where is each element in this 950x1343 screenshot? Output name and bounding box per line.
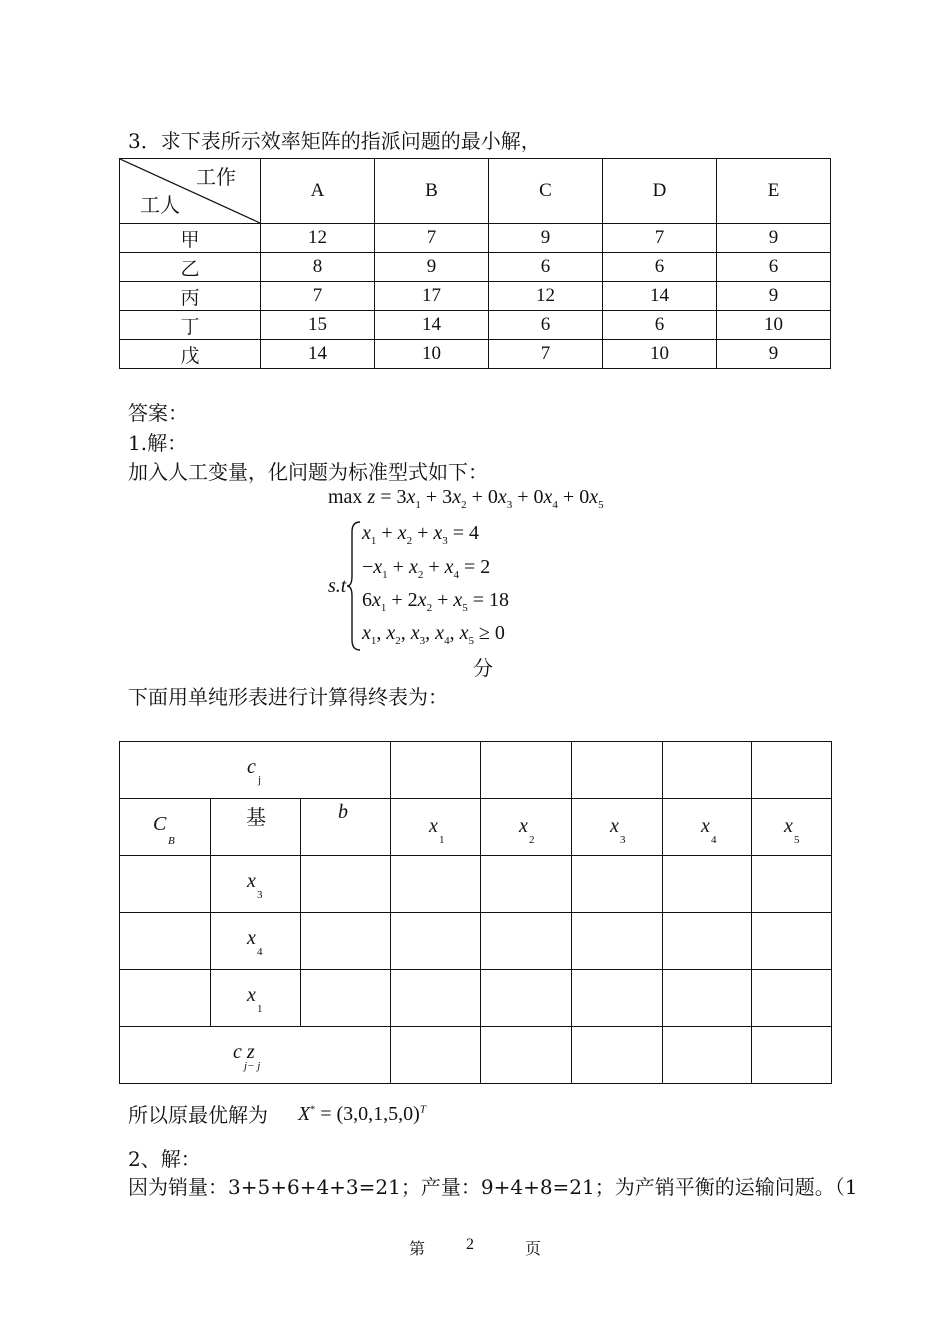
value-cell xyxy=(391,1027,481,1084)
value-cell: 6 xyxy=(489,311,603,340)
b-label: b xyxy=(338,801,348,823)
value-cell: 8 xyxy=(261,253,375,282)
part2-text: 因为销量：3+5+6+4+3=21；产量：9+4+8=21；为产销平衡的运输问题。（1 xyxy=(128,1175,858,1199)
value-cell: 6 xyxy=(717,253,831,282)
value-cell: 15 xyxy=(261,311,375,340)
cb-symbol: C xyxy=(153,813,167,835)
basis-header-cell xyxy=(211,799,301,856)
column-header: E xyxy=(717,159,831,224)
cj-value-cell xyxy=(752,742,832,799)
value-cell xyxy=(663,913,752,970)
cj-value-cell xyxy=(481,742,572,799)
var-subscript: 4 xyxy=(711,834,717,846)
table-row xyxy=(120,970,832,1027)
cj-value-cell xyxy=(663,742,752,799)
basis-var-symbol: x xyxy=(247,870,256,892)
b-cell xyxy=(301,856,391,913)
cb-cell xyxy=(120,970,211,1027)
part2-title: 2、解： xyxy=(128,1147,201,1171)
var-header-cell xyxy=(481,799,572,856)
basis-var-symbol: x xyxy=(247,984,256,1006)
optimal-formula: $X^* = (3,0,1,5,0)^T$ xyxy=(298,1103,426,1125)
part1-intro: 加入人工变量，化问题为标准型式如下： xyxy=(128,460,488,484)
basis-var-symbol: x xyxy=(247,927,256,949)
table-row xyxy=(120,282,831,311)
value-cell xyxy=(752,856,832,913)
table-row xyxy=(120,856,832,913)
footer-label-right: 页 xyxy=(525,1239,542,1258)
worker-cell: 丙 xyxy=(120,282,261,311)
value-cell xyxy=(481,856,572,913)
check-row-subscript: j− j xyxy=(244,1060,261,1072)
table-row xyxy=(120,253,831,282)
value-cell xyxy=(752,913,832,970)
efficiency-matrix-table xyxy=(119,158,831,369)
table-row xyxy=(120,311,831,340)
var-symbol: x xyxy=(784,815,793,837)
basis-var-subscript: 1 xyxy=(257,1003,263,1015)
basis-cell xyxy=(211,970,301,1027)
value-cell: 9 xyxy=(717,340,831,369)
var-subscript: 2 xyxy=(529,834,535,846)
var-header-cell xyxy=(663,799,752,856)
var-header-cell xyxy=(752,799,832,856)
constraint-4: $x_1$, $x_2$, $x_3$, $x_4$, $x_5 \ge 0$ xyxy=(362,622,505,647)
value-cell: 12 xyxy=(489,282,603,311)
value-cell xyxy=(752,970,832,1027)
fen-mark: 分 xyxy=(473,656,493,680)
value-cell: 6 xyxy=(603,253,717,282)
basis-label: 基 xyxy=(246,805,266,829)
value-cell: 14 xyxy=(603,282,717,311)
worker-cell: 戊 xyxy=(120,340,261,369)
cb-cell xyxy=(120,913,211,970)
constraint-brace xyxy=(346,520,362,652)
header-worker-label: 工人 xyxy=(140,193,180,217)
b-cell xyxy=(301,913,391,970)
constraint-2: $-x_1 + x_2 + x_4 = 2$ xyxy=(362,556,491,581)
check-row-label-cell xyxy=(120,1027,391,1084)
diagonal-header-cell xyxy=(120,159,261,224)
value-cell: 9 xyxy=(375,253,489,282)
cb-subscript: B xyxy=(168,835,175,847)
value-cell xyxy=(752,1027,832,1084)
value-cell xyxy=(663,1027,752,1084)
value-cell: 17 xyxy=(375,282,489,311)
constraint-3: $6x_1 + 2x_2 + x_5 = 18$ xyxy=(362,589,510,614)
value-cell xyxy=(572,913,663,970)
simplex-intro: 下面用单纯形表进行计算得终表为： xyxy=(128,685,448,709)
value-cell: 10 xyxy=(375,340,489,369)
value-cell xyxy=(572,970,663,1027)
value-cell: 14 xyxy=(261,340,375,369)
basis-cell xyxy=(211,913,301,970)
column-header: B xyxy=(375,159,489,224)
page-number: 2 xyxy=(466,1236,474,1253)
table-row xyxy=(120,224,831,253)
value-cell: 9 xyxy=(489,224,603,253)
basis-var-subscript: 3 xyxy=(257,889,263,901)
var-symbol: x xyxy=(429,815,438,837)
cj-header-cell xyxy=(120,742,391,799)
var-subscript: 3 xyxy=(620,834,626,846)
cj-symbol: c xyxy=(247,756,256,778)
basis-var-subscript: 4 xyxy=(257,946,263,958)
value-cell: 9 xyxy=(717,282,831,311)
value-cell: 7 xyxy=(489,340,603,369)
check-row xyxy=(120,1027,832,1084)
worker-cell: 乙 xyxy=(120,253,261,282)
value-cell: 7 xyxy=(375,224,489,253)
table-row xyxy=(120,340,831,369)
value-cell: 6 xyxy=(489,253,603,282)
var-symbol: x xyxy=(701,815,710,837)
column-header: D xyxy=(603,159,717,224)
value-cell: 7 xyxy=(603,224,717,253)
b-header-cell xyxy=(301,799,391,856)
value-cell xyxy=(391,913,481,970)
answer-title: 答案： xyxy=(128,401,188,425)
footer-label-left: 第 xyxy=(409,1239,426,1258)
value-cell xyxy=(481,913,572,970)
question-3-text: 3．求下表所示效率矩阵的指派问题的最小解， xyxy=(128,129,541,153)
value-cell: 7 xyxy=(261,282,375,311)
check-row-symbol: c z xyxy=(233,1041,255,1063)
cj-subscript: j xyxy=(258,774,262,786)
var-header-cell xyxy=(391,799,481,856)
b-cell xyxy=(301,970,391,1027)
cj-value-cell xyxy=(391,742,481,799)
objective-function: $\max z = 3x_1 + 3x_2 + 0x_3 + 0x_4 + 0x_5$ xyxy=(328,486,604,511)
var-symbol: x xyxy=(610,815,619,837)
cb-header-cell xyxy=(120,799,211,856)
header-work-label: 工作 xyxy=(196,165,236,189)
value-cell xyxy=(391,970,481,1027)
optimal-text: 所以原最优解为 xyxy=(128,1103,268,1127)
worker-cell: 甲 xyxy=(120,224,261,253)
var-subscript: 5 xyxy=(794,834,800,846)
value-cell xyxy=(391,856,481,913)
constraint-1: $x_1 + x_2 + x_3 = 4$ xyxy=(362,522,480,547)
part1-title: 1.解： xyxy=(128,431,188,455)
var-symbol: x xyxy=(519,815,528,837)
value-cell: 6 xyxy=(603,311,717,340)
column-header: A xyxy=(261,159,375,224)
worker-cell: 丁 xyxy=(120,311,261,340)
value-cell xyxy=(572,856,663,913)
simplex-final-table xyxy=(119,741,832,1084)
var-subscript: 1 xyxy=(439,834,445,846)
value-cell xyxy=(481,1027,572,1084)
value-cell: 12 xyxy=(261,224,375,253)
table-row xyxy=(120,913,832,970)
column-header: C xyxy=(489,159,603,224)
st-label: s.t xyxy=(328,575,347,597)
cb-cell xyxy=(120,856,211,913)
value-cell: 10 xyxy=(603,340,717,369)
value-cell xyxy=(572,1027,663,1084)
value-cell: 10 xyxy=(717,311,831,340)
value-cell: 9 xyxy=(717,224,831,253)
value-cell xyxy=(663,856,752,913)
cj-value-cell xyxy=(572,742,663,799)
value-cell: 14 xyxy=(375,311,489,340)
value-cell xyxy=(481,970,572,1027)
value-cell xyxy=(663,970,752,1027)
var-header-cell xyxy=(572,799,663,856)
basis-cell xyxy=(211,856,301,913)
